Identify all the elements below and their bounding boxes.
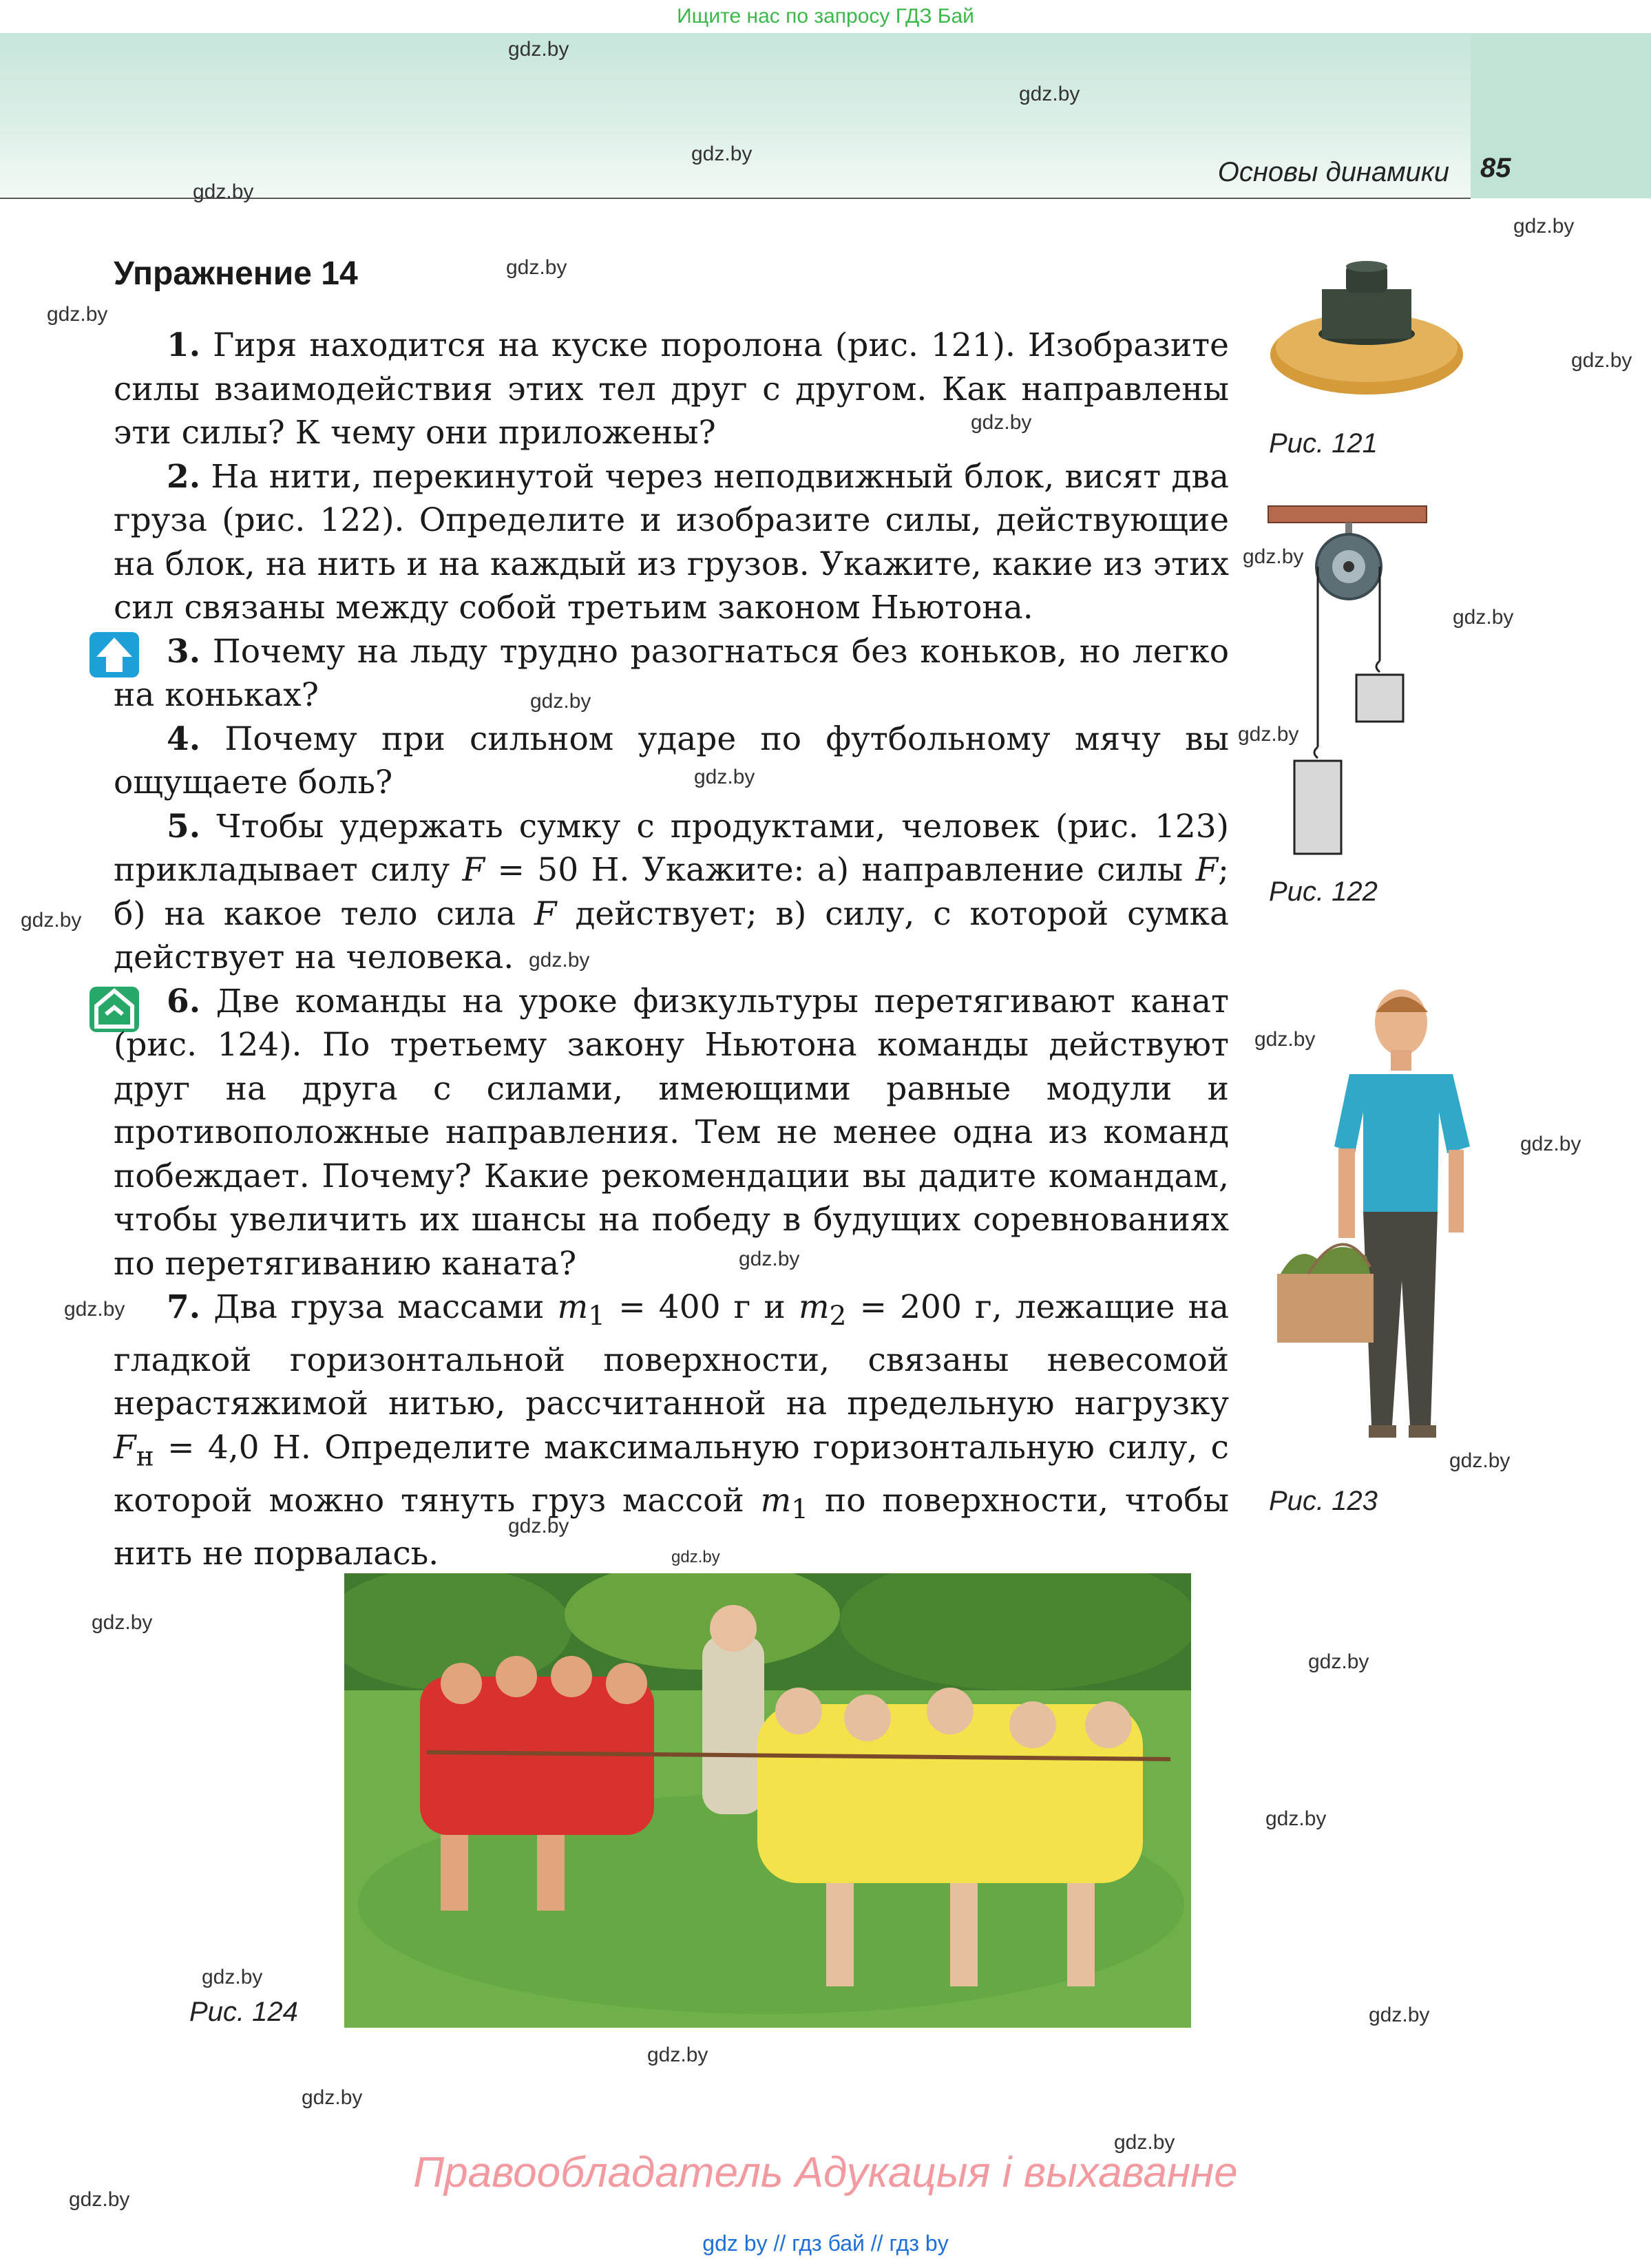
bottom-links[interactable]: gdz by // гдз бай // гдз by <box>702 2231 949 2256</box>
figure-121-caption: Рис. 121 <box>1269 428 1378 459</box>
man-with-bag-figure <box>1267 985 1494 1467</box>
watermark: gdz.by <box>1308 1650 1369 1673</box>
chapter-title: Основы динамики <box>1217 157 1449 187</box>
watermark: gdz.by <box>302 2086 363 2109</box>
watermark: gdz.by <box>193 180 254 203</box>
watermark: gdz.by <box>202 1966 263 1988</box>
watermark: gdz.by <box>1265 1807 1327 1830</box>
watermark: gdz.by <box>92 1611 153 1634</box>
exercise-title: Упражнение 14 <box>114 255 358 292</box>
watermark: gdz.by <box>508 1515 569 1537</box>
watermark: gdz.by <box>1114 2131 1175 2154</box>
watermark: gdz.by <box>530 690 591 713</box>
top-banner[interactable]: Ищите нас по запросу ГДЗ Бай <box>0 0 1651 33</box>
watermark: gdz.by <box>647 2044 708 2066</box>
watermark: gdz.by <box>69 2188 130 2211</box>
watermark: gdz.by <box>1520 1133 1581 1155</box>
watermark: gdz.by <box>47 303 108 326</box>
figure-122-caption: Рис. 122 <box>1269 876 1378 907</box>
watermark: gdz.by <box>21 909 82 932</box>
watermark: gdz.by <box>529 949 590 972</box>
watermark: gdz.by <box>1453 606 1514 629</box>
page-number: 85 <box>1480 153 1511 183</box>
figure-124-caption: Рис. 124 <box>189 1997 298 2027</box>
watermark: gdz.by <box>971 411 1032 434</box>
task-1: 1. Гиря находится на куске поролона (рис. 121). Изобразите силы взаимодействия этих тел друг с другом. Как направлены эти силы? К чему они приложены? <box>114 326 1229 452</box>
tug-of-war-photo <box>344 1573 1191 2028</box>
task-5: 5. Чтобы удержать сумку с продуктами, человек (рис. 123) прикладывает силу F = 50 Н. Укажите: а) направление силы F; б) на какое тело сила F действует; в) силу, с которой сумка действует на человека. <box>114 807 1230 976</box>
watermark: gdz.by <box>671 1548 720 1566</box>
copyright-footer: Правообладатель Адукацыя і выхаванне <box>413 2149 1238 2196</box>
task-4: 4. Почему при сильном ударе по футбольному мячу вы ощущаете боль? <box>114 720 1229 801</box>
watermark: gdz.by <box>64 1298 125 1321</box>
task-6: 6. Две команды на уроке физкультуры перетягивают канат (рис. 124). По третьему закону Ньютона команды действуют друг на друга с силами, имеющими равные модули и противоположные направления. Тем не менее одна из команд побеждает. Почему? Какие рекомендации вы дадите командам, чтобы увеличить их шансы на победу в будущих соревнованиях по перетягиванию каната? <box>114 982 1229 1283</box>
weight-on-foam-figure <box>1263 251 1470 403</box>
watermark: gdz.by <box>1513 215 1575 238</box>
watermark: gdz.by <box>1243 545 1304 568</box>
task-2: 2. На нити, перекинутой через неподвижный блок, висят два груза (рис. 122). Определите и изобразите силы, действующие на блок, на нить и на каждый из грузов. Укажите, какие из этих сил связаны между собой третьим законом Ньютона. <box>114 457 1229 627</box>
watermark: gdz.by <box>694 766 755 788</box>
task-7: 7. Два груза массами $m_1 = 400$ г и $m_2 = 200$ г, лежащие на гладкой горизонтальной поверхности, связаны невесомой нерастяжимой нитью, рассчитанной на предельную нагрузку $F_н = 4,0$ Н. Определите максимальную горизонтальную силу, с которой можно тянуть груз массой $m_1$ по поверхности, чтобы нить не порвалась. <box>114 1288 1229 1573</box>
figure-123-caption: Рис. 123 <box>1269 1486 1378 1516</box>
watermark: gdz.by <box>506 256 567 279</box>
watermark: gdz.by <box>1369 2004 1430 2026</box>
watermark: gdz.by <box>1449 1449 1511 1472</box>
watermark: gdz.by <box>1019 83 1080 105</box>
watermark: gdz.by <box>691 143 753 165</box>
watermark: gdz.by <box>1571 349 1632 372</box>
watermark: gdz.by <box>739 1248 800 1270</box>
watermark: gdz.by <box>508 38 569 61</box>
pulley-figure <box>1260 503 1439 861</box>
watermark: gdz.by <box>1254 1028 1316 1051</box>
watermark: gdz.by <box>1238 723 1299 746</box>
exercise-text <box>114 324 1229 1575</box>
task-3: 3. Почему на льду трудно разогнаться без коньков, но легко на коньках? <box>114 632 1229 714</box>
